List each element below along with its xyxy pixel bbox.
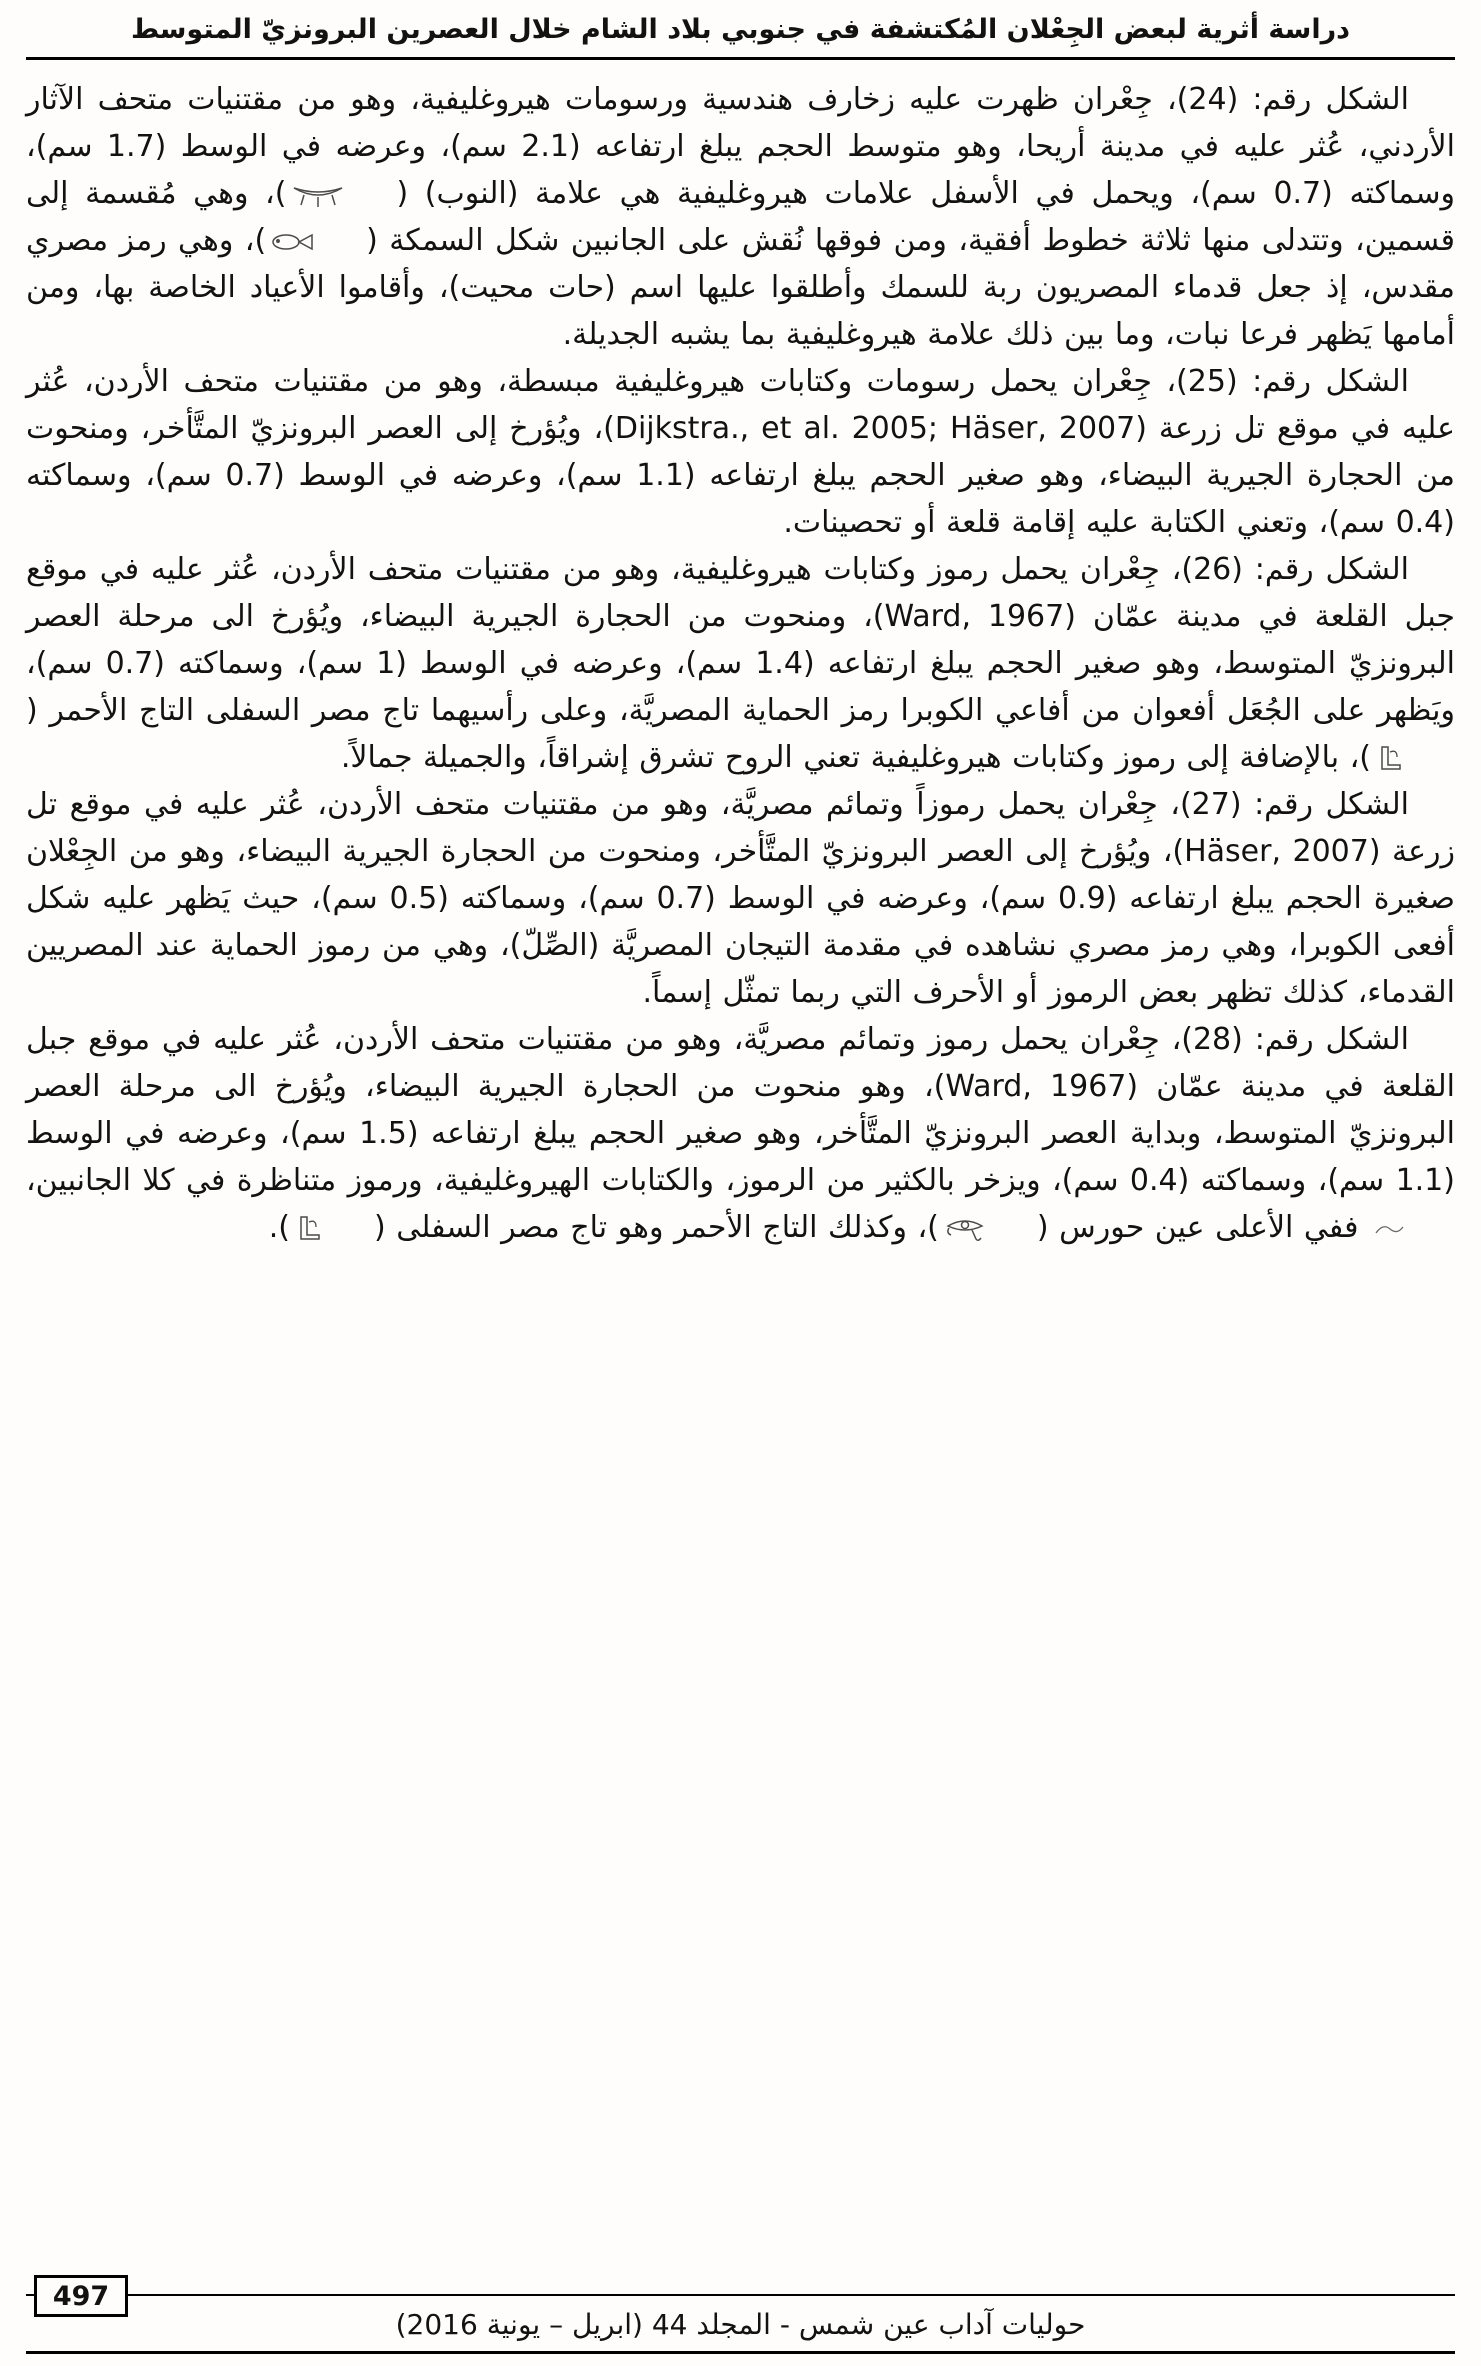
paragraph-text: ). xyxy=(268,1210,290,1246)
fish-hieroglyph-icon xyxy=(270,230,362,254)
paragraph-text: الشكل رقم: (28)، جِعْران يحمل رموز وتمائم مصريَّة، وهو من مقتنيات متحف الأردن، عُثر عليه في موقع جبل القلعة في مدينة عمّان (Ward, 1967)، وهو منحوت من الحجارة الجيرية البيضاء، ويُؤرخ الى مرحلة العصر البرونزيّ المتوسط، وبداية العصر البرونزيّ المتَّأخر، وهو صغير الحجم يبلغ ارتفاعه (1.5 سم)، وعرضه في الوسط (1.1 سم)، وسماكته (0.4 سم)، ويزخر بالكثير من الرموز، والكتابات الهيروغليفية، ورموز متناظرة في كلا الجانبين، xyxy=(26,1022,1455,1199)
footer-top-rule xyxy=(26,2280,1455,2312)
paragraph-text: الشكل رقم: (24)، جِعْران ظهرت عليه زخارف هندسية ورسومات هيروغليفية، وهو من مقتنيات متحف الآثار الأردني، عُثر عليه في مدينة أريحا، وهو متوسط الحجم يبلغ ارتفاعه (2.1 سم)، وعرضه في الوسط (1.7 سم)، وسماكته (0.7 سم)، ويحمل في الأسفل علامات هيروغليفية هي علامة (النوب) ( xyxy=(26,82,1455,212)
paragraph-text: ففي الأعلى عين حورس ( xyxy=(1036,1210,1369,1246)
paragraph xyxy=(26,781,1455,1016)
paragraph-text: )، وهي مُقسمة إلى قسمين، وتتدلى منها ثلاثة خطوط أفقية، ومن فوقها نُقش على الجانبين شكل السمكة ( xyxy=(26,176,1455,259)
horus-eye-hieroglyph-icon xyxy=(943,1215,1033,1243)
small-hieroglyph-sketch-icon xyxy=(1373,1219,1451,1239)
nub-hieroglyph-icon xyxy=(290,181,392,209)
paragraph-text: )، بالإضافة إلى رموز وكتابات هيروغليفية تعني الروح تشرق إشراقاً، والجميلة جمالاً. xyxy=(340,740,1371,776)
paragraph-text: )، وكذلك التاج الأحمر وهو تاج مصر السفلى ( xyxy=(373,1210,939,1246)
body-paragraphs xyxy=(26,60,1455,1251)
red-crown-hieroglyph-icon xyxy=(1375,743,1451,775)
paragraph xyxy=(26,546,1455,781)
paragraph-text: )، وهي رمز مصري مقدس، إذ جعل قدماء المصريون ربة للسمك وأطلقوا عليها اسم (حات محيت)، وأقاموا الأعياد الخاصة بها، ومن أمامها يَظهر فرعا نبات، وما بين ذلك علامة هيروغليفية بما يشبه الجديلة. xyxy=(26,223,1455,353)
page-number-box xyxy=(34,2275,128,2317)
paragraph-text: الشكل رقم: (26)، جِعْران يحمل رموز وكتابات هيروغليفية، وهو من مقتنيات متحف الأردن، عُثر عليه في موقع جبل القلعة في مدينة عمّان (Ward, 1967)، ومنحوت من الحجارة الجيرية البيضاء، ويُؤرخ الى مرحلة العصر البرونزيّ المتوسط، وهو صغير الحجم يبلغ ارتفاعه (1.4 سم)، وعرضه في الوسط (1 سم)، وسماكته (0.7 سم)، ويَظهر على الجُعَل أفعوان من أفاعي الكوبرا رمز الحماية المصريَّة، وعلى رأسيهما تاج مصر السفلى التاج الأحمر ( xyxy=(26,552,1455,729)
journal-footer-text: حوليات آداب عين شمس - المجلد 44 (ابريل – يونية 2016) xyxy=(395,2308,1086,2341)
paragraph xyxy=(26,1016,1455,1251)
page-number: 497 xyxy=(52,2280,110,2312)
paragraph xyxy=(26,358,1455,546)
page-header xyxy=(26,10,1455,60)
paragraph-text: الشكل رقم: (25)، جِعْران يحمل رسومات وكتابات هيروغليفية مبسطة، وهو من مقتنيات متحف الأردن، عُثر عليه في موقع تل زرعة (Dijkstra., et al. 2005; Häser, 2007)، ويُؤرخ إلى العصر البرونزيّ المتَّأخر، ومنحوت من الحجارة الجيرية البيضاء، وهو صغير الحجم يبلغ ارتفاعه (1.1 سم)، وعرضه في الوسط (0.7 سم)، وسماكته (0.4 سم)، وتعني الكتابة عليه إقامة قلعة أو تحصينات. xyxy=(26,364,1455,541)
paragraph-text: الشكل رقم: (27)، جِعْران يحمل رموزاً وتمائم مصريَّة، وهو من مقتنيات متحف الأردن، عُثر عليه في موقع تل زرعة (Häser, 2007)، ويُؤرخ إلى العصر البرونزيّ المتَّأخر، ومنحوت من الحجارة الجيرية البيضاء، وهو من الجِعْلان صغيرة الحجم يبلغ ارتفاعه (0.9 سم)، وعرضه في الوسط (0.7 سم)، وسماكته (0.5 سم)، حيث يَظهر عليه شكل أفعى الكوبرا، وهي رمز مصري نشاهده في مقدمة التيجان المصريَّة (الصِّلّ)، وهي من رموز الحماية عند المصريين القدماء، كذلك تظهر بعض الرموز أو الأحرف التي ربما تمثّل إسماً. xyxy=(26,787,1455,1011)
paragraph xyxy=(26,76,1455,358)
running-head-title: دراسة أثرية لبعض الجِعْلان المُكتشفة في جنوبي بلاد الشام خلال العصرين البرونزيّ المتوسط xyxy=(130,14,1351,45)
red-crown-hieroglyph-icon xyxy=(294,1213,370,1245)
page-footer xyxy=(26,2280,1455,2354)
